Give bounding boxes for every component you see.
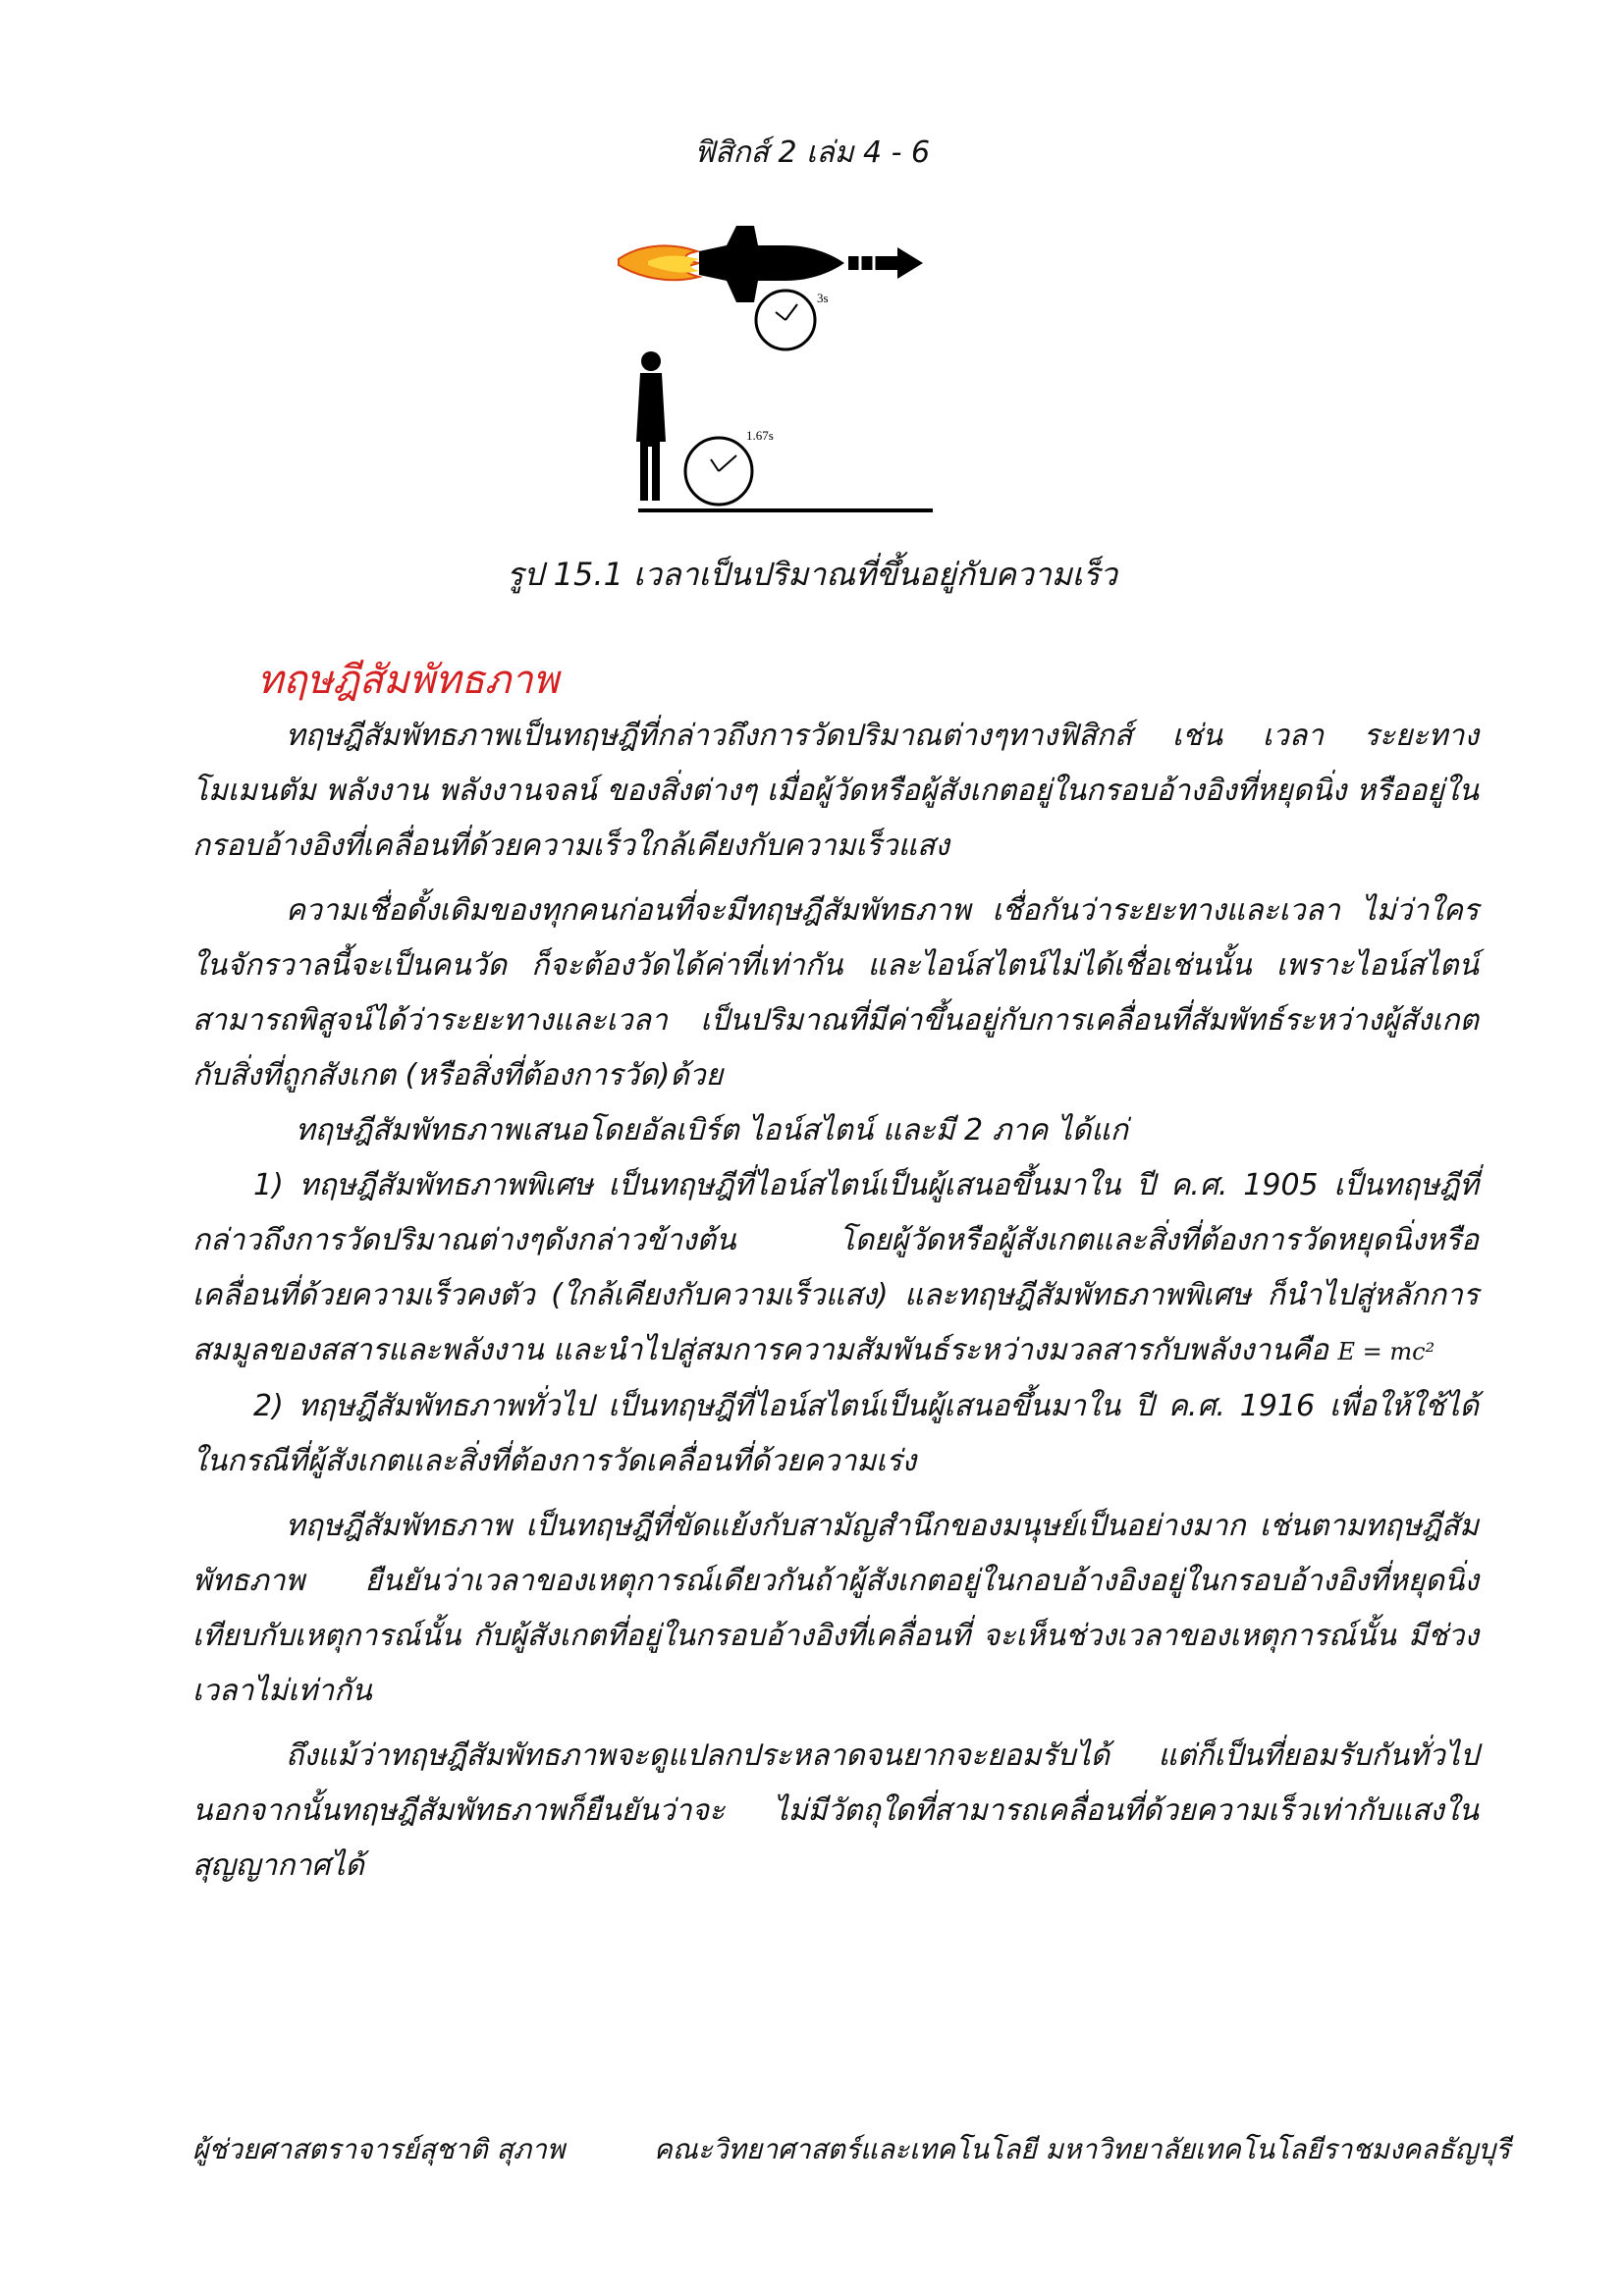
observer-figure <box>636 351 666 501</box>
ground-line <box>638 508 933 512</box>
observer-clock-label: 1.67s <box>746 428 774 443</box>
paragraph: ถึงแม้ว่าทฤษฎีสัมพัทธภาพจะดูแปลกประหลาดจนยากจะยอมรับได้ แต่ก็เป็นที่ยอมรับกันทั่วไป นอกจากนั้นทฤษฎีสัมพัทธภาพก็ยืนยันว่าจะ ไม่มีวัตถุใดที่สามารถเคลื่อนที่ด้วยความเร็วเท่ากับแสงในสุญญากาศได้ <box>192 1738 1479 1883</box>
figure-caption: รูป 15.1 เวลาเป็นปริมาณที่ขึ้นอยู่กับความเร็ว <box>507 556 1117 593</box>
rocket-clock-label: 3s <box>817 291 829 305</box>
page-header: ฟิสิกส์ 2 เล่ม 4 - 6 <box>693 135 931 170</box>
formula: E = mc² <box>1337 1338 1435 1365</box>
figure-time-dilation <box>589 216 1100 540</box>
rocket-flame <box>619 245 699 280</box>
footer-author: ผู้ช่วยศาสตราจารย์สุชาติ สุภาพ <box>192 2133 566 2165</box>
paragraph: ทฤษฎีสัมพัทธภาพเป็นทฤษฎีที่กล่าวถึงการวัดปริมาณต่างๆทางฟิสิกส์ เช่น เวลา ระยะทาง โมเมนตัม พลังงาน พลังงานจลน์ ของสิ่งต่างๆ เมื่อผู้วัดหรือผู้สังเกตอยู่ในกรอบอ้างอิงที่หยุดนิ่ง หรืออยู่ในกรอบอ้างอิงที่เคลื่อนที่ด้วยความเร็วใกล้เคียงกับความเร็วแสง <box>192 719 1479 863</box>
list-item <box>192 1158 1479 1379</box>
rocket-clock-icon <box>756 291 815 349</box>
paragraph: ทฤษฎีสัมพัทธภาพเสนอโดยอัลเบิร์ต ไอน์สไตน์ และมี 2 ภาค ได้แก่ <box>296 1113 1128 1148</box>
footer-institution: คณะวิทยาศาสตร์และเทคโนโลยี มหาวิทยาลัยเทคโนโลยีราชมงคลธัญบุรี <box>654 2133 1511 2165</box>
list-item-text: 1) ทฤษฎีสัมพัทธภาพพิเศษ เป็นทฤษฎีที่ไอน์สไตน์เป็นผู้เสนอขึ้นมาใน ปี ค.ศ. 1905 เป็นทฤษฎีที่กล่าวถึงการวัดปริมาณต่างๆดังกล่าวข้างต้น โดยผู้วัดหรือผู้สังเกตและสิ่งที่ต้องการวัดหยุดนิ่งหรือเคลื่อนที่ด้วยความเร็วคงตัว (ใกล้เคียงกับความเร็วแสง) และทฤษฎีสัมพัทธภาพพิเศษ ก็นำไปสู่หลักการสมมูลของสสารและพลังงาน และนำไปสู่สมการความสัมพันธ์ระหว่างมวลสารกับพลังงานคือ <box>192 1168 1479 1367</box>
body-text <box>192 709 1479 1894</box>
paragraph: ทฤษฎีสัมพัทธภาพ เป็นทฤษฎีที่ขัดแย้งกับสามัญสำนึกของมนุษย์เป็นอย่างมาก เช่นตามทฤษฎีสัมพัทธภาพ ยืนยันว่าเวลาของเหตุการณ์เดียวกันถ้าผู้สังเกตอยู่ในกอบอ้างอิงอยู่ในกรอบอ้างอิงที่หยุดนิ่งเทียบกับเหตุการณ์นั้น กับผู้สังเกตที่อยู่ในกรอบอ้างอิงที่เคลื่อนที่ จะเห็นช่วงเวลาของเหตุการณ์นั้น มีช่วงเวลาไม่เท่ากัน <box>192 1509 1479 1708</box>
section-title: ทฤษฎีสัมพัทธภาพ <box>257 658 559 703</box>
list-item: 2) ทฤษฎีสัมพัทธภาพทั่วไป เป็นทฤษฎีที่ไอน์สไตน์เป็นผู้เสนอขึ้นมาใน ปี ค.ศ. 1916 เพื่อให้ใช้ได้ในกรณีที่ผู้สังเกตและสิ่งที่ต้องการวัดเคลื่อนที่ด้วยความเร่ง <box>192 1389 1479 1478</box>
direction-arrow-icon <box>848 247 923 279</box>
paragraph: ความเชื่อดั้งเดิมของทุกคนก่อนที่จะมีทฤษฎีสัมพัทธภาพ เชื่อกันว่าระยะทางและเวลา ไม่ว่าใครในจักรวาลนี้จะเป็นคนวัด ก็จะต้องวัดได้ค่าที่เท่ากัน และไอน์สไตน์ไม่ได้เชื่อเช่นนั้น เพราะไอน์สไตน์สามารถพิสูจน์ได้ว่าระยะทางและเวลา เป็นปริมาณที่มีค่าขึ้นอยู่กับการเคลื่อนที่สัมพัทธ์ระหว่างผู้สังเกตกับสิ่งที่ถูกสังเกต (หรือสิ่งที่ต้องการวัด)ด้วย <box>192 893 1479 1093</box>
observer-clock-icon <box>685 438 752 505</box>
